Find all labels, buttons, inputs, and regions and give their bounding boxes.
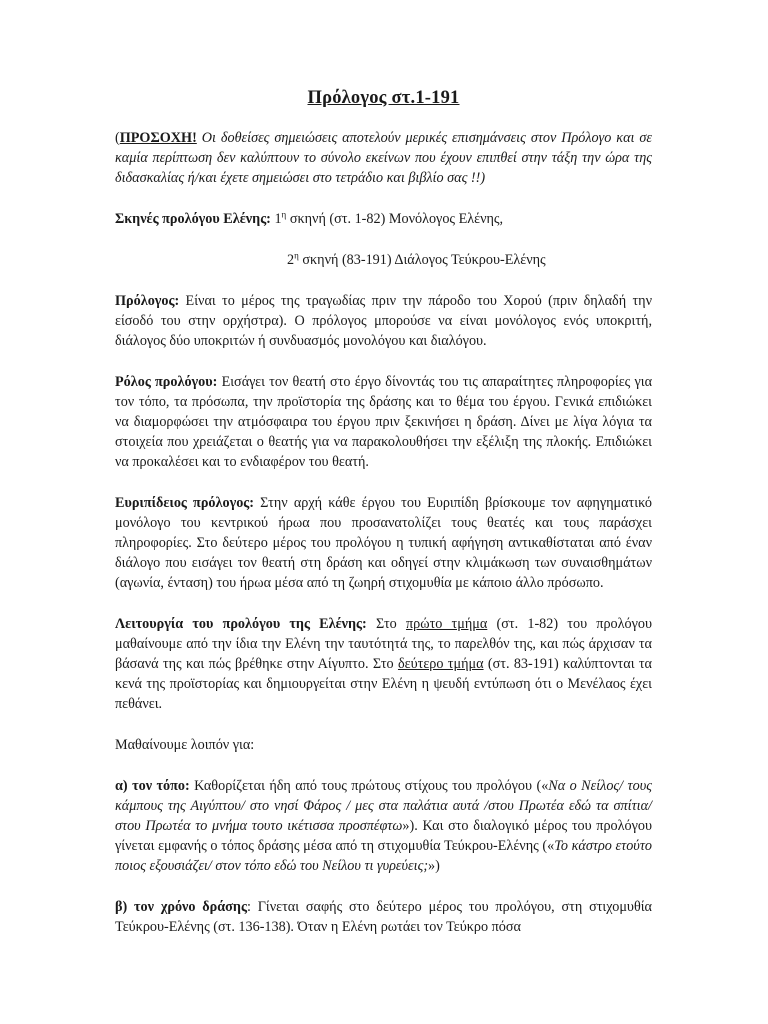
topos-quote-2: Το κάστρο ετούτο ποιος εξουσιάζει/ στον τόπο εδώ του Νείλου τι γυρεύεις; [115,838,652,874]
scene2-num: 2 [287,252,295,268]
rolos-label: Ρόλος προλόγου: [115,374,218,390]
scene1-text: σκηνή (στ. 1-82) Μονόλογος Ελένης, [286,211,504,227]
scene1-sup: η [281,209,287,220]
topos-text-1: Καθορίζεται ήδη από τους πρώτους στίχους του προλόγου (« [189,778,549,794]
scene1-num: 1 [270,211,282,227]
rolos-paragraph [115,372,652,472]
chronos-text: : Γίνεται σαφής στο δεύτερο μέρος του προλόγου, στη στιχομυθία Τεύκρου-Ελένης (στ. 136-138). Όταν η Ελένη ρωτάει τον Τεύκρο πόσα [115,899,652,935]
topos-text-2: »). Και στο διαλογικό μέρος του προλόγου γίνεται εμφανής ο τόπος δράσης μέσα από τη στιχομυθία Τεύκρου-Ελένης (« [115,818,653,854]
scenes-label: Σκηνές προλόγου Ελένης: [115,211,271,227]
chronos-label: β) τον χρόνο δράσης [115,899,247,915]
leitourgia-second-part: δεύτερο τμήμα [397,656,484,672]
chronos-paragraph [115,897,652,937]
prologos-text: Είναι το μέρος της τραγωδίας πριν την πάροδο του Χορού (πριν δηλαδή την είσοδό του στην ορχήστρα). Ο πρόλογος μπορούσε να είναι μονόλογος ενός υποκριτή, διάλογος δύο υποκριτών ή συνδυασμός μονολόγου και διαλόγου. [115,293,652,349]
euripideios-paragraph [115,493,652,593]
leitourgia-first-part: πρώτο τμήμα [405,616,488,632]
leitourgia-paragraph [115,614,652,714]
scene2-text: σκηνή (83-191) Διάλογος Τεύκρου-Ελένης [298,252,546,268]
topos-paragraph [115,776,652,876]
notice-paragraph [115,128,652,188]
mathainoume-paragraph: Μαθαίνουμε λοιπόν για: [115,737,255,753]
notice-warning: ΠΡΟΣΟΧΗ! [119,130,197,146]
scenes-line-2 [115,250,652,270]
notice-text: Οι δοθείσες σημειώσεις αποτελούν μερικές επισημάνσεις στον Πρόλογο και σε καμία περίπτωση δεν καλύπτουν το σύνολο εκείνων που έχουν επιπθεί στην τάξη την ώρα της διδασκαλίας ή/και έχετε σημειώσει στο τετράδιο και βιβλίο σας !!) [115,130,652,186]
document-body [115,88,652,937]
scene2-sup: η [294,250,299,261]
prologos-label: Πρόλογος: [115,293,180,309]
leitourgia-text-3: (στ. 83-191) καλύπτονται τα κενά της προϊστορίας και δημιουργείται στην Ελένη η ψευδή εντύπωση ότι ο Μενέλαος έχει πεθάνει. [115,656,652,712]
prologos-paragraph [115,291,652,351]
topos-quote-1: Να ο Νείλος/ τους κάμπους της Αιγύπτου/ στο νησί Φάρος / μες στα παλάτια αυτά /στου Πρωτέα εδώ τα σπίτια/ στου Πρωτέα το μνήμα τουτο ικέτισσα προσπέφτω [115,778,652,834]
leitourgia-label: Λειτουργία του προλόγου της Ελένης: [115,616,367,632]
scenes-line-1 [115,209,652,229]
leitourgia-text-2: (στ. 1-82) του προλόγου μαθαίνουμε από την ίδια την Ελένη την ταυτότητά της, το παρελθόν της, και πώς άρχισαν τα βάσανά της και πώς βρέθηκε στην Αίγυπτο. Στο [115,616,652,672]
rolos-text: Εισάγει τον θεατή στο έργο δίνοντάς του τις απαραίτητες πληροφορίες για τον τόπο, τα πρόσωπα, την προϊστορία της δράσης και το θέμα του έργου. Γενικά επιδιώκει να διαμορφώσει την ατμόσφαιρα του έργου πριν ξεκινήσει η δράση. Δίνει με λίγα λόγια τα στοιχεία που χρειάζεται ο θεατής για να παρακολουθήσει την εξέλιξη της πλοκής. Επιδιώκει να προκαλέσει και το ενδιαφέρον του θεατή. [115,374,652,470]
euripideios-text: Στην αρχή κάθε έργου του Ευριπίδη βρίσκουμε τον αφηγηματικό μονόλογο του κεντρικού ήρωα που προσανατολίζει τους θεατές και τους παράσχει πληροφορίες. Στο δεύτερο μέρος του προλόγου η τυπική αφήγηση αντικαθίσταται από έναν διάλογο που εισάγει τον θεατή στη δράση και οδηγεί στην κλιμάκωση των συναισθημάτων (αγωνία, ένταση) του ήρωα μέσα από τη ζωηρή στιχομυθία με κάποιο άλλο πρόσωπο. [115,495,652,591]
topos-label: α) τον τόπο: [115,778,190,794]
topos-text-3: ») [428,858,440,874]
page-title: Πρόλογος στ.1-191 [307,88,460,108]
leitourgia-text-1: Στο [366,616,406,632]
notice-open-paren: ( [115,130,120,146]
euripideios-label: Ευριπίδειος πρόλογος: [115,495,255,511]
